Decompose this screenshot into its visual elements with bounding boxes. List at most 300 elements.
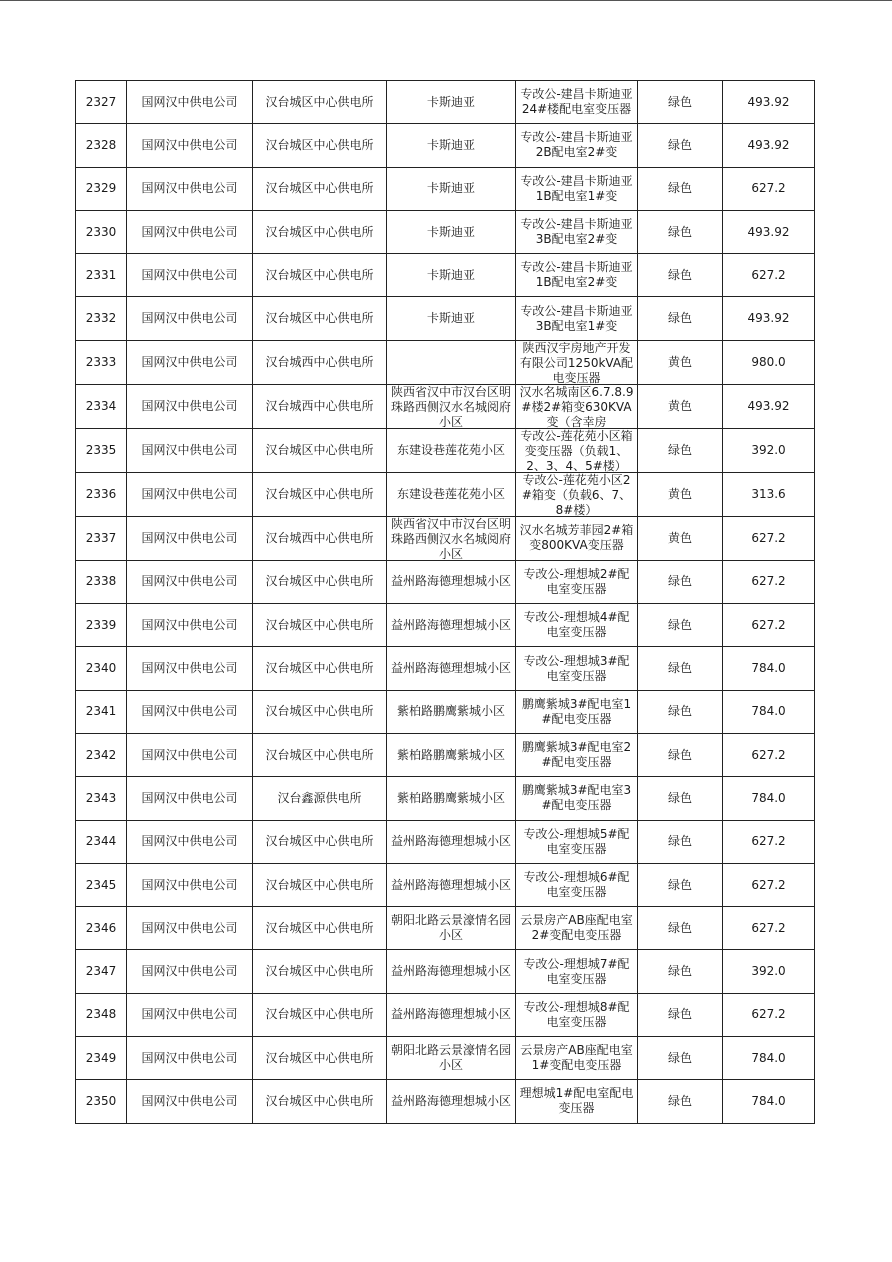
cell-area <box>387 560 516 603</box>
cell-number-text: 2338 <box>85 574 117 589</box>
cell-value <box>723 1037 815 1080</box>
cell-color-grade-text: 绿色 <box>667 790 692 805</box>
cell-company-text: 国网汉中供电公司 <box>141 834 238 849</box>
cell-value <box>723 384 815 428</box>
cell-device-text: 专改公-建昌卡斯迪亚1B配电室1#变 <box>520 173 633 203</box>
cell-color-grade-text: 绿色 <box>667 311 692 326</box>
cell-color-grade <box>638 297 723 340</box>
cell-area-text: 益州路海德理想城小区 <box>390 834 511 849</box>
cell-color-grade <box>638 690 723 733</box>
cell-company-text: 国网汉中供电公司 <box>141 574 238 589</box>
table-row <box>76 560 815 603</box>
cell-company-text: 国网汉中供电公司 <box>141 790 238 805</box>
cell-device <box>516 428 638 472</box>
cell-device <box>516 733 638 776</box>
cell-number <box>76 907 127 950</box>
cell-value <box>723 733 815 776</box>
cell-area <box>387 950 516 993</box>
cell-area-text: 紫柏路鹏鹰紫城小区 <box>396 747 505 762</box>
cell-value <box>723 820 815 863</box>
cell-color-grade <box>638 1037 723 1080</box>
cell-value-text: 627.2 <box>751 834 786 849</box>
cell-area-text: 卡斯迪亚 <box>426 181 475 196</box>
cell-station <box>253 297 387 340</box>
cell-company <box>127 428 253 472</box>
cell-device <box>516 863 638 906</box>
cell-device <box>516 340 638 384</box>
cell-color-grade <box>638 210 723 253</box>
cell-value-text: 627.2 <box>751 1007 786 1022</box>
cell-station <box>253 1037 387 1080</box>
cell-area-text: 益州路海德理想城小区 <box>390 1093 511 1108</box>
cell-value-text: 627.2 <box>751 617 786 632</box>
cell-value-text: 627.2 <box>751 877 786 892</box>
cell-value-text: 627.2 <box>751 574 786 589</box>
cell-device <box>516 560 638 603</box>
cell-station-text: 汉台城区中心供电所 <box>265 311 374 326</box>
cell-station-text: 汉台城区中心供电所 <box>265 747 374 762</box>
cell-company-text: 国网汉中供电公司 <box>141 486 238 501</box>
cell-value-text: 493.92 <box>747 398 790 413</box>
cell-area <box>387 472 516 516</box>
cell-value <box>723 690 815 733</box>
cell-station <box>253 647 387 690</box>
table-row <box>76 210 815 253</box>
cell-area <box>387 733 516 776</box>
cell-color-grade <box>638 124 723 167</box>
cell-station <box>253 733 387 776</box>
table-row <box>76 907 815 950</box>
cell-area <box>387 210 516 253</box>
cell-device <box>516 297 638 340</box>
cell-value-text: 493.92 <box>747 94 790 109</box>
cell-value-text: 392.0 <box>751 964 786 979</box>
cell-number <box>76 124 127 167</box>
cell-device <box>516 777 638 820</box>
cell-company-text: 国网汉中供电公司 <box>141 137 238 152</box>
cell-device-text: 鹏鹰紫城3#配电室3#配电变压器 <box>521 783 632 813</box>
cell-value-text: 493.92 <box>747 311 790 326</box>
cell-number-text: 2346 <box>85 920 117 935</box>
cell-device <box>516 254 638 297</box>
cell-area <box>387 863 516 906</box>
cell-color-grade-text: 绿色 <box>667 877 692 892</box>
cell-device <box>516 167 638 210</box>
cell-company-text: 国网汉中供电公司 <box>141 94 238 109</box>
page-top-border <box>0 0 892 1</box>
cell-company-text: 国网汉中供电公司 <box>141 1093 238 1108</box>
cell-value <box>723 472 815 516</box>
cell-number-text: 2332 <box>85 311 117 326</box>
cell-company-text: 国网汉中供电公司 <box>141 964 238 979</box>
cell-number-text: 2343 <box>85 790 117 805</box>
cell-station <box>253 81 387 124</box>
cell-area-text: 卡斯迪亚 <box>426 94 475 109</box>
cell-station-text: 汉台城区中心供电所 <box>265 137 374 152</box>
cell-company <box>127 516 253 560</box>
cell-color-grade-text: 绿色 <box>667 834 692 849</box>
cell-color-grade <box>638 254 723 297</box>
cell-color-grade-text: 绿色 <box>667 661 692 676</box>
cell-value <box>723 604 815 647</box>
cell-station <box>253 384 387 428</box>
cell-device-text: 专改公-理想城6#配电室变压器 <box>523 870 630 899</box>
cell-company-text: 国网汉中供电公司 <box>141 311 238 326</box>
cell-number-text: 2348 <box>85 1007 117 1022</box>
cell-color-grade-text: 绿色 <box>667 574 692 589</box>
cell-station <box>253 210 387 253</box>
cell-area <box>387 604 516 647</box>
cell-company <box>127 647 253 690</box>
cell-color-grade <box>638 950 723 993</box>
cell-number <box>76 604 127 647</box>
table-row <box>76 993 815 1036</box>
cell-color-grade <box>638 340 723 384</box>
cell-company-text: 国网汉中供电公司 <box>141 181 238 196</box>
cell-station <box>253 690 387 733</box>
cell-number <box>76 1037 127 1080</box>
cell-station <box>253 428 387 472</box>
cell-number-text: 2327 <box>85 94 117 109</box>
cell-value-text: 392.0 <box>751 442 786 457</box>
cell-value <box>723 647 815 690</box>
cell-color-grade-text: 绿色 <box>667 1093 692 1108</box>
cell-station-text: 汉台城区中心供电所 <box>265 224 374 239</box>
cell-number <box>76 950 127 993</box>
cell-device-text: 专改公-建昌卡斯迪亚3B配电室1#变 <box>520 303 633 333</box>
cell-value-text: 784.0 <box>751 1093 786 1108</box>
cell-value-text: 980.0 <box>751 354 786 369</box>
cell-number-text: 2342 <box>85 747 117 762</box>
cell-number-text: 2331 <box>85 267 117 282</box>
table-row <box>76 690 815 733</box>
cell-color-grade <box>638 81 723 124</box>
table-row <box>76 820 815 863</box>
cell-area-text: 益州路海德理想城小区 <box>390 964 511 979</box>
cell-company-text: 国网汉中供电公司 <box>141 1007 238 1022</box>
cell-company <box>127 777 253 820</box>
cell-number-text: 2341 <box>85 704 117 719</box>
cell-area <box>387 384 516 428</box>
cell-station-text: 汉台鑫源供电所 <box>277 790 362 805</box>
cell-value-text: 784.0 <box>751 790 786 805</box>
table-row <box>76 863 815 906</box>
cell-company-text: 国网汉中供电公司 <box>141 267 238 282</box>
table-row <box>76 254 815 297</box>
cell-company <box>127 384 253 428</box>
cell-area-text: 益州路海德理想城小区 <box>390 661 511 676</box>
cell-color-grade <box>638 384 723 428</box>
cell-station-text: 汉台城西中心供电所 <box>265 398 374 413</box>
cell-color-grade <box>638 907 723 950</box>
cell-number-text: 2340 <box>85 661 117 676</box>
cell-value <box>723 950 815 993</box>
cell-color-grade <box>638 472 723 516</box>
cell-value <box>723 777 815 820</box>
cell-color-grade-text: 绿色 <box>667 704 692 719</box>
cell-station-text: 汉台城区中心供电所 <box>265 267 374 282</box>
cell-device-text: 专改公-建昌卡斯迪亚1B配电室2#变 <box>520 260 633 290</box>
cell-device-text: 专改公-莲花苑小区2#箱变（负载6、7、8#楼） <box>521 472 632 516</box>
cell-value <box>723 560 815 603</box>
cell-device-text: 鹏鹰紫城3#配电室2#配电变压器 <box>521 740 632 770</box>
cell-value-text: 313.6 <box>751 486 786 501</box>
table-row <box>76 950 815 993</box>
cell-value <box>723 297 815 340</box>
cell-value-text: 784.0 <box>751 661 786 676</box>
cell-number <box>76 560 127 603</box>
cell-station <box>253 124 387 167</box>
cell-station <box>253 777 387 820</box>
cell-device <box>516 81 638 124</box>
cell-area <box>387 907 516 950</box>
cell-color-grade <box>638 560 723 603</box>
cell-area-text: 卡斯迪亚 <box>426 224 475 239</box>
cell-color-grade-text: 绿色 <box>667 94 692 109</box>
cell-color-grade-text: 绿色 <box>667 224 692 239</box>
cell-color-grade <box>638 516 723 560</box>
cell-station <box>253 993 387 1036</box>
cell-area-text: 卡斯迪亚 <box>426 137 475 152</box>
cell-station <box>253 863 387 906</box>
cell-device-text: 专改公-建昌卡斯迪亚3B配电室2#变 <box>520 217 633 247</box>
cell-number-text: 2350 <box>85 1093 117 1108</box>
cell-number-text: 2337 <box>85 530 117 545</box>
cell-station-text: 汉台城区中心供电所 <box>265 94 374 109</box>
cell-device-text: 专改公-建昌卡斯迪亚2B配电室2#变 <box>520 130 633 160</box>
cell-number <box>76 340 127 384</box>
cell-area <box>387 1037 516 1080</box>
cell-station-text: 汉台城西中心供电所 <box>265 354 374 369</box>
cell-value <box>723 210 815 253</box>
cell-number <box>76 733 127 776</box>
cell-number-text: 2347 <box>85 964 117 979</box>
cell-area-text: 朝阳北路云景濠情名园小区 <box>390 1043 511 1073</box>
cell-area-text: 卡斯迪亚 <box>426 267 475 282</box>
cell-number <box>76 863 127 906</box>
cell-number <box>76 777 127 820</box>
cell-value <box>723 254 815 297</box>
cell-station-text: 汉台城区中心供电所 <box>265 1050 374 1065</box>
cell-company <box>127 690 253 733</box>
cell-station <box>253 516 387 560</box>
cell-color-grade-text: 黄色 <box>667 398 692 413</box>
cell-value-text: 493.92 <box>747 224 790 239</box>
cell-area <box>387 340 516 384</box>
cell-color-grade <box>638 647 723 690</box>
cell-number-text: 2333 <box>85 354 117 369</box>
cell-value-text: 493.92 <box>747 137 790 152</box>
cell-company-text: 国网汉中供电公司 <box>141 398 238 413</box>
transformer-table <box>75 80 815 1124</box>
cell-station <box>253 820 387 863</box>
cell-area <box>387 297 516 340</box>
cell-device <box>516 384 638 428</box>
cell-device <box>516 472 638 516</box>
table-row <box>76 428 815 472</box>
cell-company-text: 国网汉中供电公司 <box>141 354 238 369</box>
cell-area <box>387 690 516 733</box>
cell-number <box>76 993 127 1036</box>
cell-value-text: 627.2 <box>751 181 786 196</box>
cell-area-text: 朝阳北路云景濠情名园小区 <box>390 913 511 943</box>
cell-company-text: 国网汉中供电公司 <box>141 704 238 719</box>
cell-company <box>127 604 253 647</box>
cell-company <box>127 820 253 863</box>
cell-number-text: 2330 <box>85 224 117 239</box>
cell-color-grade <box>638 604 723 647</box>
cell-company <box>127 1037 253 1080</box>
cell-station <box>253 560 387 603</box>
cell-number-text: 2335 <box>85 442 117 457</box>
cell-area-text: 益州路海德理想城小区 <box>390 617 511 632</box>
cell-area-text: 陕西省汉中市汉台区明珠路西侧汉水名城阅府小区 <box>390 516 511 560</box>
cell-company <box>127 993 253 1036</box>
cell-number <box>76 167 127 210</box>
cell-area-text: 陕西省汉中市汉台区明珠路西侧汉水名城阅府小区 <box>390 384 511 428</box>
cell-company <box>127 340 253 384</box>
cell-area <box>387 81 516 124</box>
cell-number-text: 2344 <box>85 834 117 849</box>
cell-area <box>387 1080 516 1123</box>
cell-area <box>387 428 516 472</box>
cell-area <box>387 647 516 690</box>
cell-area <box>387 516 516 560</box>
cell-area-text: 卡斯迪亚 <box>426 311 475 326</box>
cell-color-grade <box>638 428 723 472</box>
cell-area <box>387 777 516 820</box>
cell-device-text: 云景房产AB座配电室2#变配电变压器 <box>520 913 633 943</box>
cell-area <box>387 254 516 297</box>
cell-device <box>516 124 638 167</box>
cell-station-text: 汉台城区中心供电所 <box>265 964 374 979</box>
cell-value <box>723 993 815 1036</box>
cell-value-text: 627.2 <box>751 747 786 762</box>
cell-value <box>723 516 815 560</box>
table-row <box>76 124 815 167</box>
cell-color-grade-text: 绿色 <box>667 920 692 935</box>
table-row <box>76 167 815 210</box>
cell-color-grade-text: 绿色 <box>667 1050 692 1065</box>
cell-device <box>516 210 638 253</box>
cell-station-text: 汉台城区中心供电所 <box>265 181 374 196</box>
cell-device <box>516 690 638 733</box>
cell-color-grade <box>638 777 723 820</box>
cell-station-text: 汉台城区中心供电所 <box>265 877 374 892</box>
table-row <box>76 340 815 384</box>
cell-device <box>516 820 638 863</box>
cell-color-grade <box>638 820 723 863</box>
cell-number-text: 2334 <box>85 398 117 413</box>
cell-station-text: 汉台城区中心供电所 <box>265 1093 374 1108</box>
cell-company <box>127 472 253 516</box>
cell-company-text: 国网汉中供电公司 <box>141 1050 238 1065</box>
cell-device-text: 专改公-理想城3#配电室变压器 <box>523 653 630 683</box>
table-body <box>76 81 815 1124</box>
cell-device <box>516 907 638 950</box>
cell-company <box>127 863 253 906</box>
cell-company-text: 国网汉中供电公司 <box>141 747 238 762</box>
cell-station <box>253 340 387 384</box>
cell-area-text: 益州路海德理想城小区 <box>390 1007 511 1022</box>
cell-station <box>253 254 387 297</box>
cell-value <box>723 863 815 906</box>
cell-number <box>76 647 127 690</box>
cell-color-grade-text: 黄色 <box>667 354 692 369</box>
table-row <box>76 733 815 776</box>
cell-station <box>253 950 387 993</box>
cell-company-text: 国网汉中供电公司 <box>141 530 238 545</box>
cell-number <box>76 254 127 297</box>
cell-number-text: 2345 <box>85 877 117 892</box>
cell-device-text: 理想城1#配电室配电变压器 <box>519 1086 634 1116</box>
cell-value-text: 784.0 <box>751 704 786 719</box>
cell-company-text: 国网汉中供电公司 <box>141 920 238 935</box>
cell-color-grade-text: 绿色 <box>667 617 692 632</box>
cell-device-text: 汉水名城南区6.7.8.9#楼2#箱变630KVA变（含幸房 <box>519 384 634 428</box>
cell-color-grade-text: 绿色 <box>667 1007 692 1022</box>
table-row <box>76 777 815 820</box>
cell-value-text: 627.2 <box>751 267 786 282</box>
cell-value <box>723 124 815 167</box>
cell-color-grade <box>638 993 723 1036</box>
cell-company <box>127 81 253 124</box>
cell-number <box>76 297 127 340</box>
cell-area <box>387 993 516 1036</box>
cell-color-grade-text: 黄色 <box>667 486 692 501</box>
cell-station-text: 汉台城区中心供电所 <box>265 834 374 849</box>
cell-number-text: 2349 <box>85 1050 117 1065</box>
cell-number-text: 2336 <box>85 486 117 501</box>
table-row <box>76 384 815 428</box>
table-row <box>76 647 815 690</box>
cell-station <box>253 907 387 950</box>
cell-device <box>516 993 638 1036</box>
cell-value <box>723 167 815 210</box>
cell-company <box>127 560 253 603</box>
cell-station-text: 汉台城区中心供电所 <box>265 1007 374 1022</box>
table-row <box>76 81 815 124</box>
cell-number <box>76 428 127 472</box>
cell-device-text: 云景房产AB座配电室1#变配电变压器 <box>520 1043 633 1073</box>
cell-device-text: 汉水名城芳菲园2#箱变800KVA变压器 <box>519 523 634 553</box>
cell-color-grade-text: 绿色 <box>667 137 692 152</box>
cell-station-text: 汉台城区中心供电所 <box>265 574 374 589</box>
cell-company <box>127 907 253 950</box>
cell-number <box>76 690 127 733</box>
cell-number-text: 2329 <box>85 181 117 196</box>
cell-station <box>253 472 387 516</box>
cell-device <box>516 516 638 560</box>
cell-device-text: 专改公-理想城4#配电室变压器 <box>523 610 630 640</box>
cell-number <box>76 81 127 124</box>
cell-value-text: 627.2 <box>751 920 786 935</box>
cell-device-text: 专改公-理想城7#配电室变压器 <box>523 956 630 986</box>
cell-company-text: 国网汉中供电公司 <box>141 224 238 239</box>
cell-station-text: 汉台城区中心供电所 <box>265 617 374 632</box>
cell-area-text: 紫柏路鹏鹰紫城小区 <box>396 790 505 805</box>
cell-value <box>723 81 815 124</box>
cell-color-grade <box>638 733 723 776</box>
table-row <box>76 1080 815 1123</box>
cell-station <box>253 167 387 210</box>
cell-number-text: 2328 <box>85 137 117 152</box>
cell-value-text: 784.0 <box>751 1050 786 1065</box>
cell-company <box>127 950 253 993</box>
cell-company <box>127 210 253 253</box>
cell-number <box>76 516 127 560</box>
cell-number <box>76 820 127 863</box>
